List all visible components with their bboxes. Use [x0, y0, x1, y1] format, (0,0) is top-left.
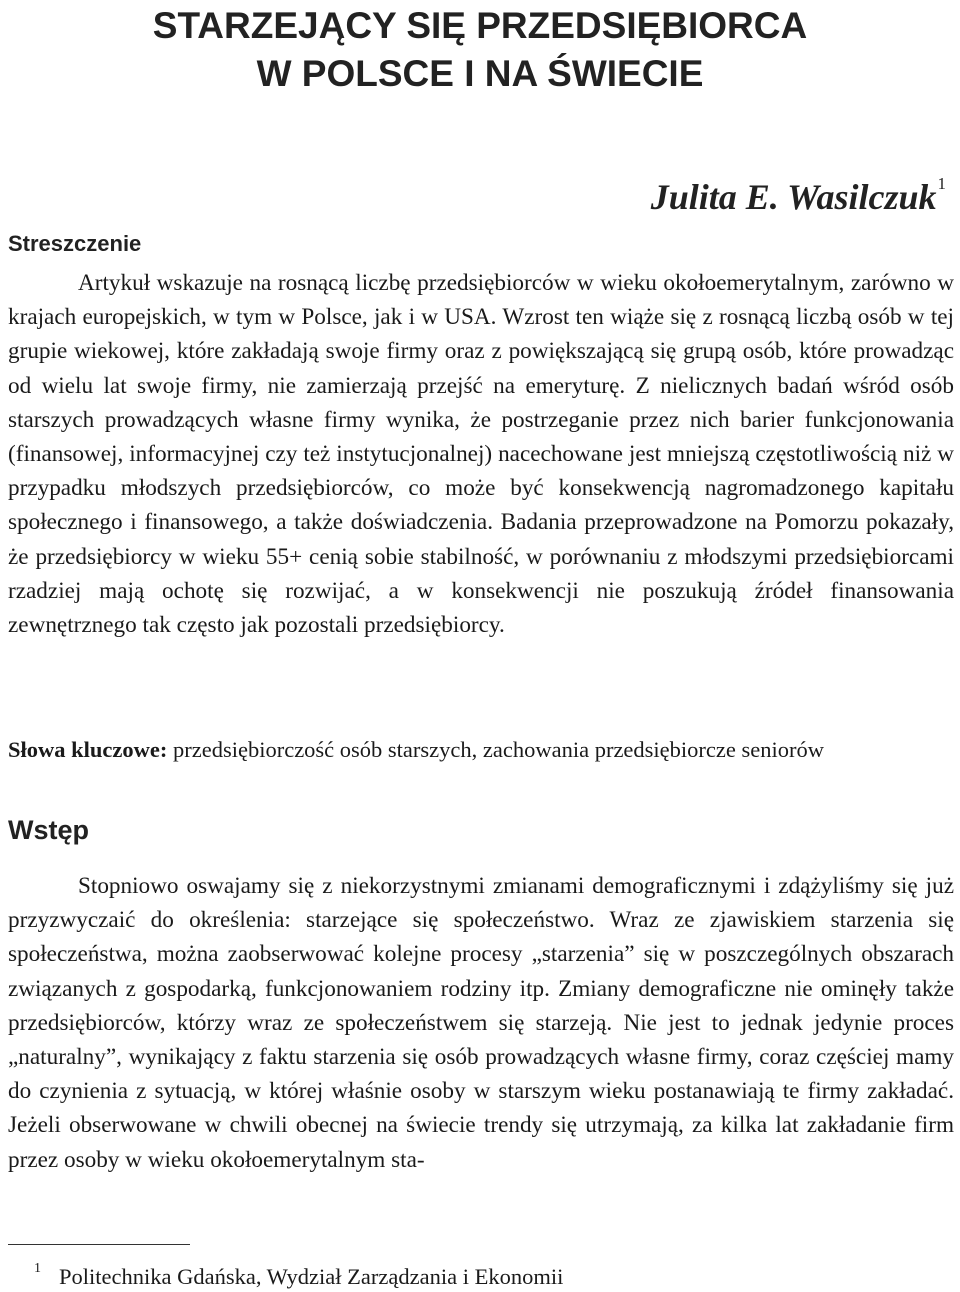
- keywords: [8, 735, 824, 765]
- keywords-text: przedsiębiorczość osób starszych, zachowania przedsiębiorcze seniorów: [173, 737, 824, 762]
- keywords-label: Słowa kluczowe:: [8, 737, 168, 762]
- author-footnote-mark: 1: [937, 174, 946, 193]
- paper-title: [0, 2, 960, 98]
- title-line-1: STARZEJĄCY SIĘ PRZEDSIĘBIORCA: [152, 5, 808, 46]
- footnote-text: Politechnika Gdańska, Wydział Zarządzania i Ekonomii: [59, 1264, 564, 1289]
- footnote: [34, 1254, 563, 1292]
- footnote-divider: [8, 1244, 190, 1245]
- author-name: Julita E. Wasilczuk: [650, 177, 937, 217]
- intro-text: Stopniowo oswajamy się z niekorzystnymi zmianami demograficznymi i zdążyliśmy się już przyzwyczaić do określenia: starzejące się społeczeństwo. Wraz ze zjawiskiem starzenia się społeczeństwa, można zaobserwować kolejne procesy „starzenia” się w poszczególnych obszarach związanych z gospodarką, funkcjonowaniem rodziny itp. Zmiany demograficzne nie ominęły także przedsiębiorców, którzy wraz ze społeczeństwem się starzeją. Nie jest to jednak jedynie proces „naturalny”, wynikający z faktu starzenia się osób prowadzących własne firmy, coraz częściej mamy do czynienia z sytuacją, w której właśnie osoby w starszym wieku postanawiają te firmy zakładać. Jeżeli obserwowane w chwili obecnej na świecie trendy się utrzymają, za kilka lat zakładanie firm przez osoby w wieku okołoemerytalnym sta-: [8, 873, 954, 1173]
- footnote-mark: 1: [34, 1261, 41, 1276]
- author: [651, 162, 946, 219]
- intro-heading: Wstęp: [8, 815, 89, 845]
- title-line-2: W POLSCE I NA ŚWIECIE: [256, 53, 704, 94]
- abstract-text: Artykuł wskazuje na rosnącą liczbę przedsiębiorców w wieku okołoemerytalnym, zarówno w krajach europejskich, w tym w Polsce, jak i w USA. Wzrost ten wiąże się z rosnącą liczbą osób w tej grupie wiekowej, które zakładają swoje firmy oraz z powiększającą się grupą osób, które prowadząc od wielu lat swoje firmy, nie zamierzają przejść na emeryturę. Z nielicznych badań wśród osób starszych prowadzących własne firmy wynika, że postrzeganie przez nich barier funkcjonowania (finansowej, informacyjnej czy też instytucjonalnej) nacechowane jest mniejszą częstotliwością niż w przypadku młodszych przedsiębiorców, co może być konsekwencją nagromadzonego kapitału społecznego i finansowego, a także doświadczenia. Badania przeprowadzone na Pomorzu pokazały, że przedsiębiorcy w wieku 55+ cenią sobie stabilność, w porównaniu z młodszymi przedsiębiorcami rzadziej mają ochotę się rozwijać, a w konsekwencji nie poszukują źródeł finansowania zewnętrznego tak często jak pozostali przedsiębiorcy.: [8, 270, 954, 639]
- abstract-heading: Streszczenie: [8, 231, 142, 256]
